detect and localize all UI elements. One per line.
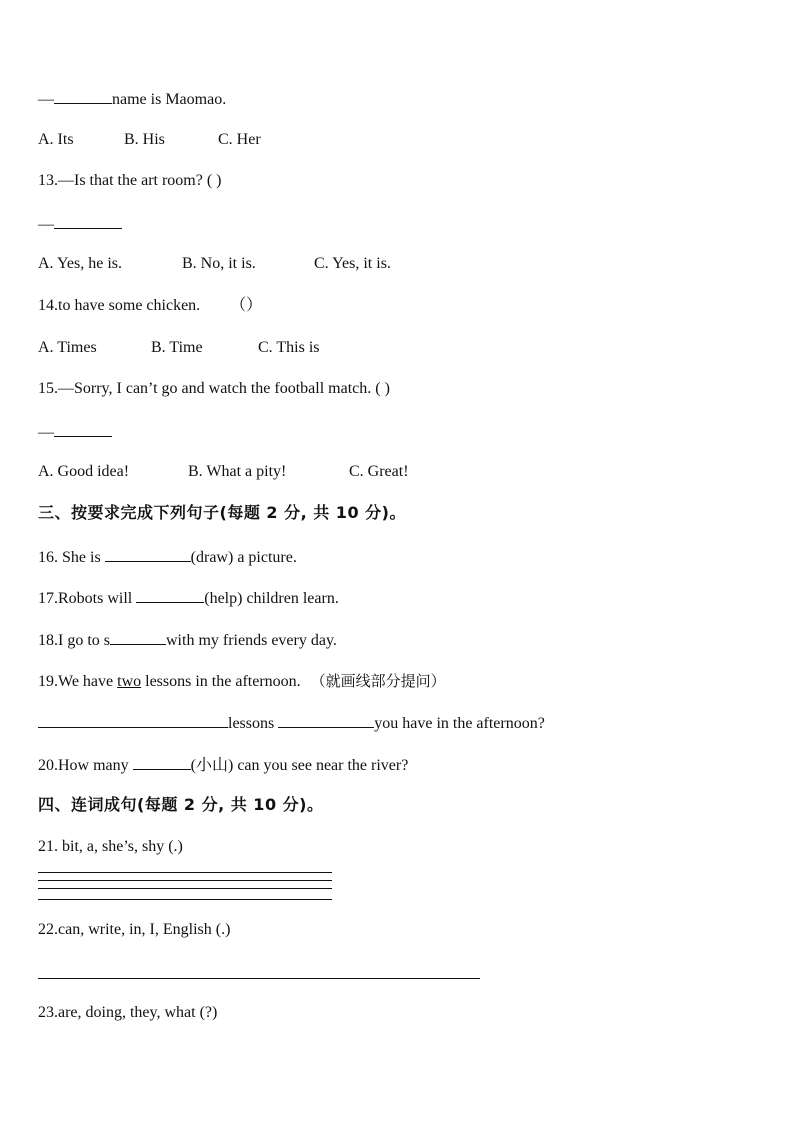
q14-option-a[interactable]: A. Times bbox=[38, 339, 97, 356]
q13-blank[interactable] bbox=[54, 213, 122, 229]
q15-options bbox=[38, 462, 409, 482]
q19 bbox=[38, 671, 446, 692]
q19-blank-2[interactable] bbox=[278, 712, 374, 728]
q21-writing-line-3[interactable] bbox=[38, 888, 332, 889]
q14-options bbox=[38, 338, 320, 358]
q15-option-a[interactable]: A. Good idea! bbox=[38, 463, 130, 480]
q14-option-b[interactable]: B. Time bbox=[151, 339, 203, 356]
q14-answer-paren[interactable]: （） bbox=[230, 297, 263, 314]
q17-prefix: 17.Robots will bbox=[38, 590, 133, 607]
q19-answer-line bbox=[38, 712, 545, 734]
q12-stem bbox=[38, 88, 226, 110]
q18-prefix: 18.I go to s bbox=[38, 632, 110, 649]
q20-prefix: 20.How many bbox=[38, 757, 129, 774]
q17-suffix: (help) children learn. bbox=[204, 590, 339, 607]
q19-underlined-word: two bbox=[117, 673, 142, 690]
q15-stem: 15.—Sorry, I can’t go and watch the football match. ( ) bbox=[38, 380, 390, 397]
q21-writing-line-1[interactable] bbox=[38, 872, 332, 873]
q12-option-c[interactable]: C. Her bbox=[218, 131, 261, 148]
q22-words: 22.can, write, in, I, English (.) bbox=[38, 921, 231, 938]
dash: — bbox=[38, 91, 54, 108]
section4-heading: 四、连词成句(每题 2 分, 共 10 分)。 bbox=[38, 795, 324, 814]
q21-writing-line-4[interactable] bbox=[38, 899, 332, 900]
q20-blank[interactable] bbox=[133, 754, 191, 770]
q15-blank[interactable] bbox=[54, 421, 112, 437]
q20-suffix: (小山) can you see near the river? bbox=[190, 757, 409, 774]
q16-prefix: 16. She is bbox=[38, 549, 101, 566]
q19-prefix: 19.We have bbox=[38, 673, 114, 690]
q14-option-c[interactable]: C. This is bbox=[258, 339, 320, 356]
q13-stem: 13.—Is that the art room? ( ) bbox=[38, 172, 222, 189]
q21-writing-line-2[interactable] bbox=[38, 880, 332, 881]
q18-blank[interactable] bbox=[110, 629, 166, 645]
q13-answer-line bbox=[38, 213, 122, 235]
q19-blank-1[interactable] bbox=[38, 712, 228, 728]
q12-option-a[interactable]: A. Its bbox=[38, 131, 74, 148]
q12-stem-text: name is Maomao. bbox=[112, 91, 227, 108]
q15-option-b[interactable]: B. What a pity! bbox=[188, 463, 287, 480]
q12-options bbox=[38, 130, 261, 150]
q19-answer-mid: lessons bbox=[228, 715, 275, 732]
q19-suffix: lessons in the afternoon. bbox=[145, 673, 301, 690]
q23-words: 23.are, doing, they, what (?) bbox=[38, 1004, 218, 1021]
q14-stem bbox=[38, 296, 262, 316]
q17 bbox=[38, 587, 339, 609]
q13-options bbox=[38, 254, 391, 274]
q18-suffix: with my friends every day. bbox=[166, 632, 337, 649]
q19-answer-end: you have in the afternoon? bbox=[374, 715, 545, 732]
q21-words: 21. bit, a, she’s, shy (.) bbox=[38, 838, 183, 855]
q17-blank[interactable] bbox=[136, 587, 204, 603]
q13-option-b[interactable]: B. No, it is. bbox=[182, 255, 256, 272]
q13-option-c[interactable]: C. Yes, it is. bbox=[314, 255, 391, 272]
q16 bbox=[38, 546, 297, 568]
dash: — bbox=[38, 216, 54, 233]
q15-option-c[interactable]: C. Great! bbox=[349, 463, 409, 480]
dash: — bbox=[38, 424, 54, 441]
q14-stem-text: 14.to have some chicken. bbox=[38, 297, 201, 314]
q16-blank[interactable] bbox=[105, 546, 191, 562]
q13-option-a[interactable]: A. Yes, he is. bbox=[38, 255, 123, 272]
q19-note: （就画线部分提问） bbox=[310, 672, 446, 690]
q12-option-b[interactable]: B. His bbox=[124, 131, 165, 148]
q16-suffix: (draw) a picture. bbox=[190, 549, 297, 566]
q15-answer-line bbox=[38, 421, 112, 443]
q22-writing-line[interactable] bbox=[38, 978, 480, 979]
q18 bbox=[38, 629, 337, 651]
section3-heading: 三、按要求完成下列句子(每题 2 分, 共 10 分)。 bbox=[38, 503, 406, 522]
q20 bbox=[38, 754, 408, 776]
q12-blank[interactable] bbox=[54, 88, 112, 104]
